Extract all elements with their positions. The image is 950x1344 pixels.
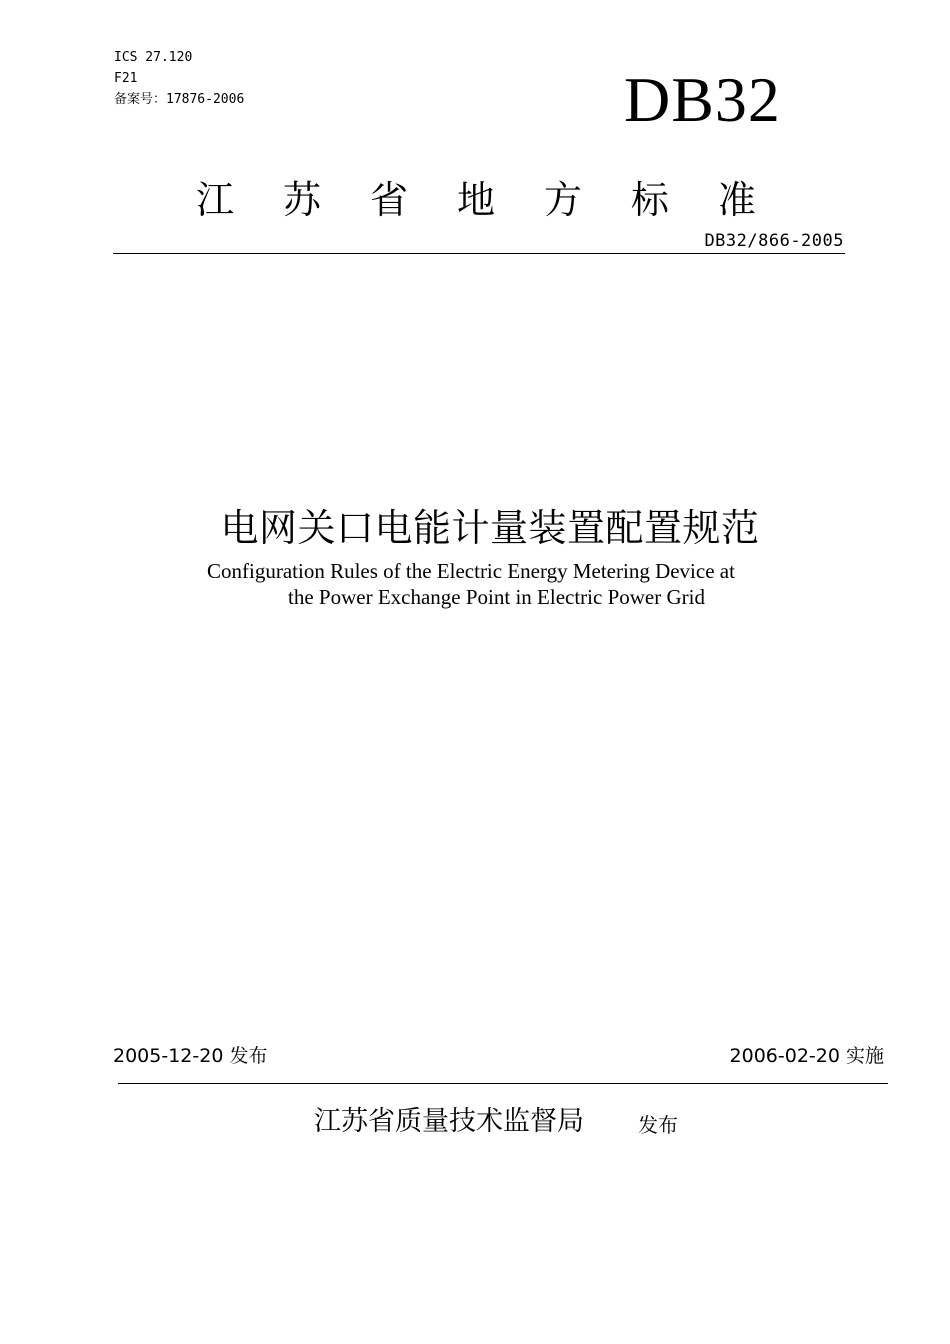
standard-type-char: 江 [196, 178, 235, 222]
footer-divider [118, 1083, 888, 1084]
standard-type-char: 准 [717, 178, 756, 222]
classification-code: F21 [114, 71, 138, 86]
filing-number: 备案号：17876-2006 [114, 92, 245, 107]
document-title-english-line1: Configuration Rules of the Electric Energy Metering Device at [207, 559, 735, 583]
document-title-chinese: 电网关口电能计量装置配置规范 [220, 506, 760, 550]
standard-type-char: 地 [456, 178, 495, 222]
implementation-date: 2006-02-20 实施 [729, 1045, 884, 1067]
standard-type-char: 标 [630, 178, 669, 222]
standard-type-char: 省 [369, 178, 408, 222]
standard-type-heading [196, 176, 756, 224]
db-code-mark: DB32 [624, 64, 781, 135]
issue-date: 2005-12-20 发布 [113, 1045, 268, 1067]
classification-block [114, 47, 244, 110]
ics-code: ICS 27.120 [114, 50, 193, 65]
header-divider [113, 253, 845, 254]
standard-number: DB32/866-2005 [704, 231, 844, 251]
standard-type-char: 苏 [282, 178, 321, 222]
issuing-authority: 江苏省质量技术监督局 [314, 1106, 584, 1137]
document-title-english-line2: the Power Exchange Point in Electric Power Grid [288, 585, 705, 609]
issuer-action-label: 发布 [638, 1113, 678, 1137]
standard-type-char: 方 [543, 178, 582, 222]
